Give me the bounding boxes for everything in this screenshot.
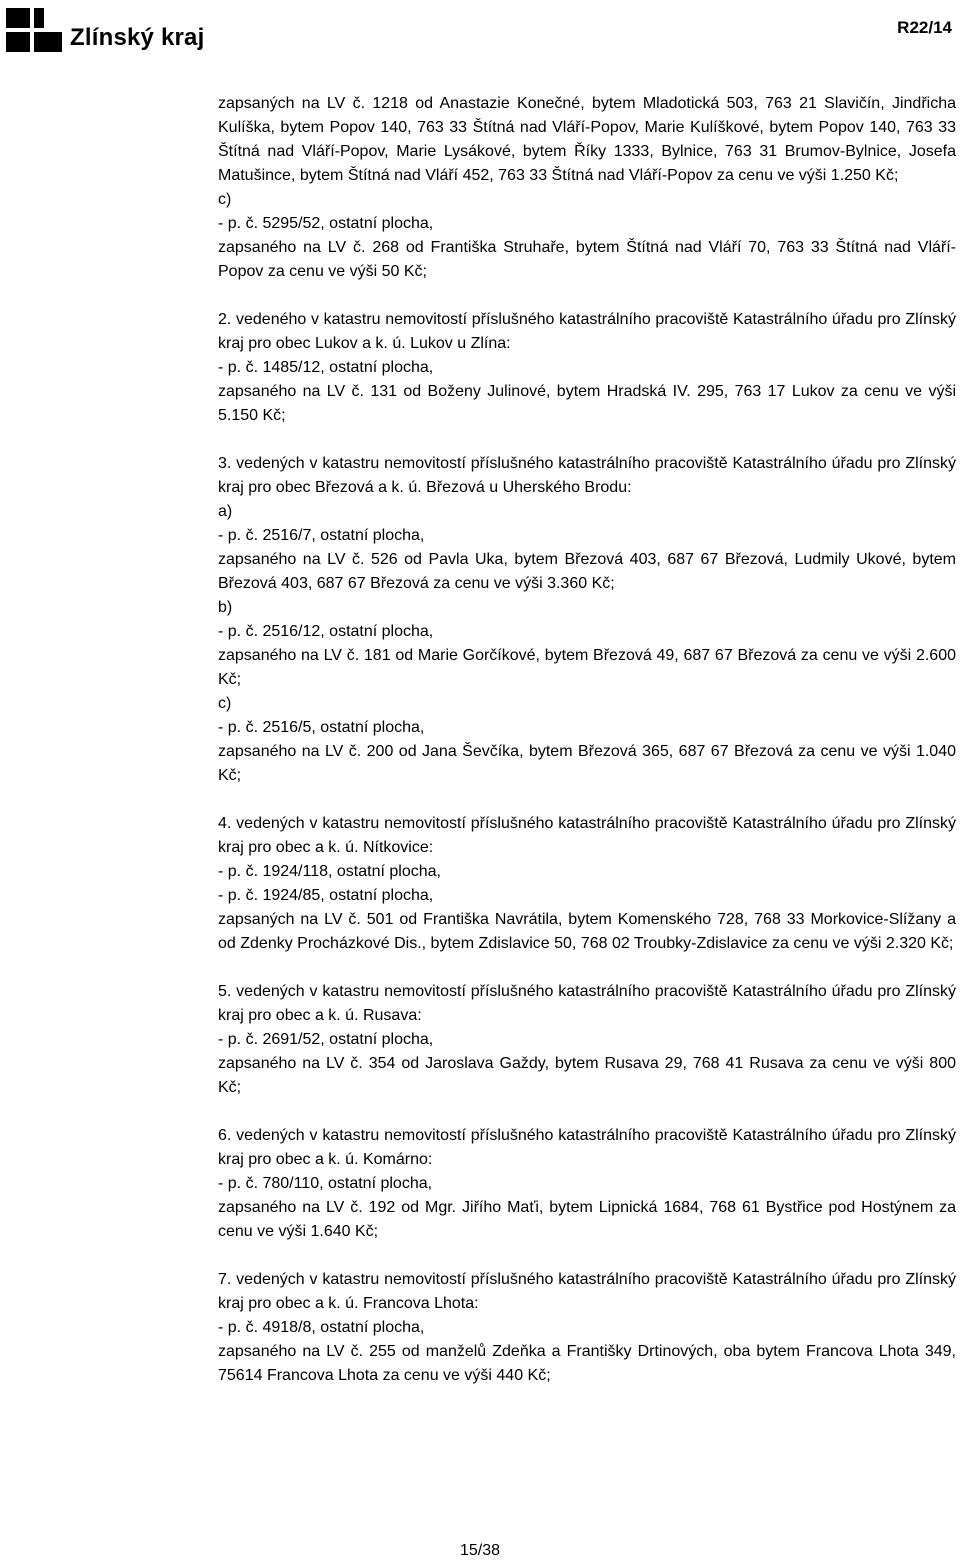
brand-name: Zlínský kraj bbox=[70, 24, 205, 51]
paragraph: zapsaných na LV č. 501 od Františka Navrátila, bytem Komenského 728, 768 33 Morkovice-Slížany a od Zdenky Procházkové Dis., bytem Zdislavice 50, 768 02 Troubky-Zdislavice za cenu ve výši 2.320 Kč; bbox=[218, 911, 956, 952]
paragraph: zapsaného na LV č. 192 od Mgr. Jiřího Maťi, bytem Lipnická 1684, 768 61 Bystřice pod Hostýnem za cenu ve výši 1.640 Kč; bbox=[218, 1199, 956, 1240]
section-5-heading: 5. vedených v katastru nemovitostí příslušného katastrálního pracoviště Katastrálního úřadu pro Zlínský kraj pro obec a k. ú. Rusava: bbox=[218, 983, 956, 1024]
paragraph: zapsaného na LV č. 255 od manželů Zdeňka a Františky Drtinových, oba bytem Francova Lhota 349, 75614 Francova Lhota za cenu ve výši 440 Kč; bbox=[218, 1343, 956, 1384]
paragraph: zapsaných na LV č. 1218 od Anastazie Konečné, bytem Mladotická 503, 763 21 Slavičín, Jindřicha Kulíška, bytem Popov 140, 763 33 Štítná nad Vláří-Popov, Marie Kulíškové, bytem Popov 140, 763 33 Štítná nad Vláří-Popov, Marie Lysákové, bytem Říky 1333, Bylnice, 763 31 Brumov-Bylnice, Josefa Matušince, bytem Štítná nad Vláří 452, 763 33 Štítná nad Vláří-Popov za cenu ve výši 1.250 Kč; bbox=[218, 95, 956, 184]
document-body bbox=[218, 92, 956, 1388]
document-reference: R22/14 bbox=[897, 18, 952, 37]
paragraph: zapsaného na LV č. 268 od Františka Struhaře, bytem Štítná nad Vláří 70, 763 33 Štítná nad Vláří-Popov za cenu ve výši 50 Kč; bbox=[218, 239, 956, 280]
paragraph: zapsaného na LV č. 131 od Boženy Julinové, bytem Hradská IV. 295, 763 17 Lukov za cenu ve výši 5.150 Kč; bbox=[218, 383, 956, 424]
parcel-line: - p. č. 2516/12, ostatní plocha, bbox=[218, 623, 434, 640]
parcel-line: - p. č. 2516/5, ostatní plocha, bbox=[218, 719, 425, 736]
item-label: c) bbox=[218, 191, 232, 208]
parcel-line: - p. č. 780/110, ostatní plocha, bbox=[218, 1175, 433, 1192]
zlinsky-kraj-logo bbox=[6, 8, 64, 53]
page-header bbox=[0, 0, 960, 60]
paragraph: zapsaného na LV č. 526 od Pavla Uka, bytem Březová 403, 687 67 Březová, Ludmily Ukové, bytem Březová 403, 687 67 Březová za cenu ve výši 3.360 Kč; bbox=[218, 551, 956, 592]
section-7-heading: 7. vedených v katastru nemovitostí příslušného katastrálního pracoviště Katastrálního úřadu pro Zlínský kraj pro obec a k. ú. Francova Lhota: bbox=[218, 1271, 956, 1312]
item-label: a) bbox=[218, 503, 233, 520]
paragraph: zapsaného na LV č. 354 od Jaroslava Gaždy, bytem Rusava 29, 768 41 Rusava za cenu ve výši 800 Kč; bbox=[218, 1055, 956, 1096]
parcel-line: - p. č. 5295/52, ostatní plocha, bbox=[218, 215, 434, 232]
item-label: b) bbox=[218, 599, 233, 616]
paragraph: zapsaného na LV č. 200 od Jana Ševčíka, bytem Březová 365, 687 67 Březová za cenu ve výši 1.040 Kč; bbox=[218, 743, 956, 784]
item-label: c) bbox=[218, 695, 232, 712]
parcel-line: - p. č. 4918/8, ostatní plocha, bbox=[218, 1319, 425, 1336]
section-6-heading: 6. vedených v katastru nemovitostí příslušného katastrálního pracoviště Katastrálního úřadu pro Zlínský kraj pro obec a k. ú. Komárno: bbox=[218, 1127, 956, 1168]
parcel-line: - p. č. 2691/52, ostatní plocha, bbox=[218, 1031, 434, 1048]
section-4-heading: 4. vedených v katastru nemovitostí příslušného katastrálního pracoviště Katastrálního úřadu pro Zlínský kraj pro obec a k. ú. Nítkovice: bbox=[218, 815, 956, 856]
parcel-line: - p. č. 1924/85, ostatní plocha, bbox=[218, 887, 434, 904]
section-2-heading: 2. vedeného v katastru nemovitostí příslušného katastrálního pracoviště Katastrálního úřadu pro Zlínský kraj pro obec Lukov a k. ú. Lukov u Zlína: bbox=[218, 311, 956, 352]
parcel-line: - p. č. 1485/12, ostatní plocha, bbox=[218, 359, 434, 376]
page-number: 15/38 bbox=[459, 1542, 501, 1559]
parcel-line: - p. č. 1924/118, ostatní plocha, bbox=[218, 863, 441, 880]
paragraph: zapsaného na LV č. 181 od Marie Gorčíkové, bytem Březová 49, 687 67 Březová za cenu ve výši 2.600 Kč; bbox=[218, 647, 956, 688]
parcel-line: - p. č. 2516/7, ostatní plocha, bbox=[218, 527, 425, 544]
section-3-heading: 3. vedených v katastru nemovitostí příslušného katastrálního pracoviště Katastrálního úřadu pro Zlínský kraj pro obec Březová a k. ú. Březová u Uherského Brodu: bbox=[218, 455, 956, 496]
